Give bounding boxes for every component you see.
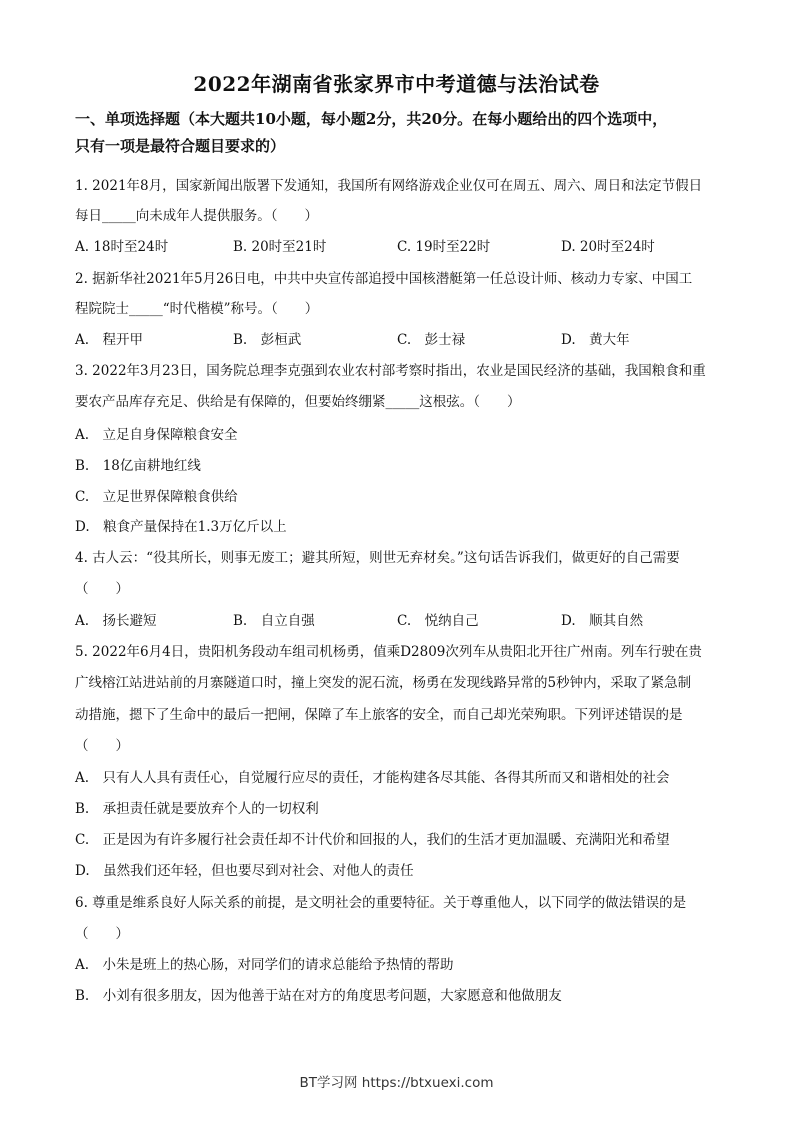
question-6-option-a: A. 小朱是班上的热心肠，对同学们的请求总能给予热情的帮助 <box>75 957 454 973</box>
footer-watermark: BT学习网 https://btxuexi.com <box>299 1075 494 1091</box>
question-4-text-line2: （ ） <box>75 581 129 597</box>
question-2-text-line2: 程院院士_____“时代楷模”称号。（ ） <box>75 301 319 317</box>
question-3-option-a: A. 立足自身保障粮食安全 <box>75 427 238 443</box>
question-3-text-line2: 要农产品库存充足、供给是有保障的，但要始终绷紧_____这根弦。（ ） <box>75 394 521 410</box>
page-title: 2022年湖南省张家界市中考道德与法治试卷 <box>193 72 600 96</box>
question-1-option-b: B. 20时至21时 <box>233 239 327 255</box>
question-1-option-d: D. 20时至24时 <box>561 239 655 255</box>
question-5-text-line2: 广线榕江站进站前的月寨隧道口时，撞上突发的泥石流，杨勇在发现线路异常的5秒钟内，采取了紧急制 <box>75 675 692 691</box>
question-5-option-d: D. 虽然我们还年轻，但也要尽到对社会、对他人的责任 <box>75 863 414 879</box>
question-2-text-line1: 2. 据新华社2021年5月26日电，中共中央宣传部追授中国核潜艇第一任总设计师、核动力专家、中国工 <box>75 271 693 287</box>
question-5-option-c: C. 正是因为有许多履行社会责任却不计代价和回报的人，我们的生活才更加温暖、充满阳光和希望 <box>75 832 670 848</box>
question-5-text-line1: 5. 2022年6月4日，贵阳机务段动车组司机杨勇，值乘D2809次列车从贵阳北开往广州南。列车行驶在贵 <box>75 644 702 660</box>
question-6-text-line1: 6. 尊重是维系良好人际关系的前提，是文明社会的重要特征。关于尊重他人，以下同学的做法错误的是 <box>75 895 687 911</box>
question-3-option-b: B. 18亿亩耕地红线 <box>75 458 201 474</box>
section-heading-line2: 只有一项是最符合题目要求的） <box>75 137 286 155</box>
question-4-option-b: B. 自立自强 <box>233 613 315 629</box>
question-2-option-a: A. 程开甲 <box>75 332 144 348</box>
section-heading <box>75 106 725 160</box>
question-2-option-b: B. 彭桓武 <box>233 332 302 348</box>
question-1-options <box>75 235 735 255</box>
question-5-option-a: A. 只有人人具有责任心，自觉履行应尽的责任，才能构建各尽其能、各得其所而又和谐相处的社会 <box>75 770 670 786</box>
question-5-option-b: B. 承担责任就是要放弃个人的一切权利 <box>75 801 319 817</box>
question-4-option-d: D. 顺其自然 <box>561 613 644 629</box>
question-1-option-a: A. 18时至24时 <box>75 239 169 255</box>
question-1-option-c: C. 19时至22时 <box>397 239 491 255</box>
question-2-option-c: C. 彭士禄 <box>397 332 466 348</box>
question-2-option-d: D. 黄大年 <box>561 332 630 348</box>
question-6-option-b: B. 小刘有很多朋友，因为他善于站在对方的角度思考问题，大家愿意和他做朋友 <box>75 988 562 1004</box>
question-1-text-line2: 每日_____向未成年人提供服务。（ ） <box>75 208 318 224</box>
question-4-options <box>75 609 735 629</box>
question-2-options <box>75 328 735 348</box>
question-5-text-line4: （ ） <box>75 738 129 754</box>
question-4-option-a: A. 扬长避短 <box>75 613 157 629</box>
section-heading-line1: 一、单项选择题（本大题共10小题，每小题2分，共20分。在每小题给出的四个选项中， <box>75 110 668 128</box>
question-3-option-d: D. 粮食产量保持在1.3万亿斤以上 <box>75 519 287 535</box>
question-3-text-line1: 3. 2022年3月23日，国务院总理李克强到农业农村部考察时指出，农业是国民经济的基础，我国粮食和重 <box>75 363 706 379</box>
question-3-option-c: C. 立足世界保障粮食供给 <box>75 489 238 505</box>
question-6-text-line2: （ ） <box>75 926 129 942</box>
question-4-text-line1: 4. 古人云：“役其所长，则事无废工；避其所短，则世无弃材矣。”这句话告诉我们，做更好的自己需要 <box>75 550 680 566</box>
question-4-option-c: C. 悦纳自己 <box>397 613 479 629</box>
question-1-text-line1: 1. 2021年8月，国家新闻出版署下发通知，我国所有网络游戏企业仅可在周五、周六、周日和法定节假日 <box>75 178 703 194</box>
question-5-text-line3: 动措施，摁下了生命中的最后一把闸，保障了车上旅客的安全，而自己却光荣殉职。下列评述错误的是 <box>75 707 683 723</box>
